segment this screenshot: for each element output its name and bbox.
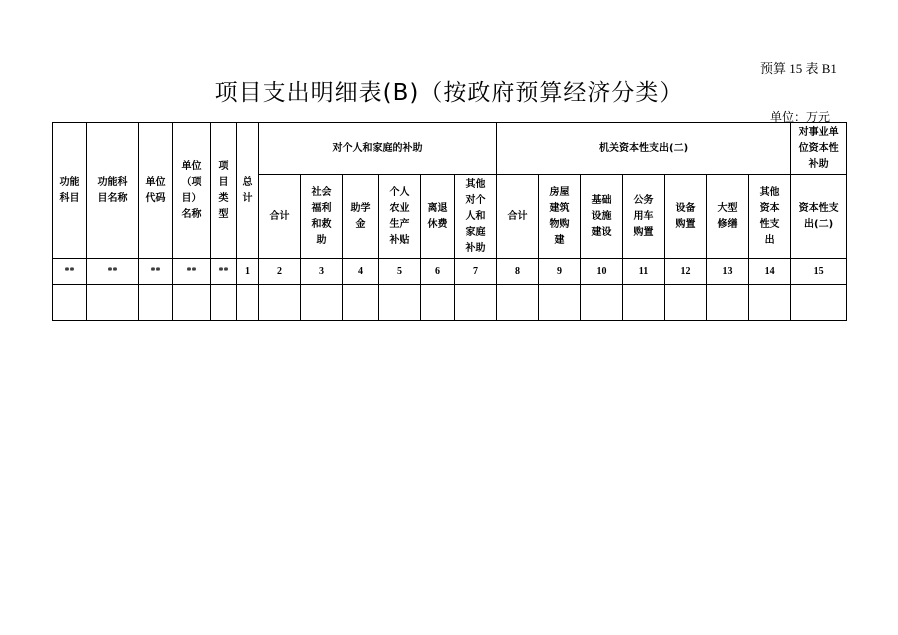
table-cell: 6 [421,259,455,285]
group-header-capital-expenditure: 机关资本性支出(二) [497,123,791,175]
col-header-retirement: 离退 休费 [421,175,455,259]
table-cell: 15 [791,259,847,285]
table-cell: 4 [343,259,379,285]
table-cell: ** [87,259,139,285]
table-cell: ** [211,259,237,285]
empty-cell [791,285,847,321]
unit-label: 单位：万元 [770,110,831,124]
col-header-social-welfare: 社会 福利 和救 助 [301,175,343,259]
col-header-equipment: 设备 购置 [665,175,707,259]
table-cell: 13 [707,259,749,285]
empty-cell [539,285,581,321]
col-header-other-capital: 其他 资本 性支 出 [749,175,791,259]
table-cell: 2 [259,259,301,285]
empty-cell [665,285,707,321]
col-header-total: 总 计 [237,123,259,259]
form-number: 预算 15 表 B1 [760,61,837,76]
col-header-other-household: 其他 对个 人和 家庭 补助 [455,175,497,259]
empty-cell [237,285,259,321]
empty-cell [87,285,139,321]
empty-cell [455,285,497,321]
col-header-function-subject-name: 功能科 目名称 [87,123,139,259]
col-header-major-repair: 大型 修缮 [707,175,749,259]
col-header-capital-expenditure-2: 资本性支 出(二) [791,175,847,259]
table-cell: 7 [455,259,497,285]
table-cell: 11 [623,259,665,285]
col-header-student-aid: 助学 金 [343,175,379,259]
empty-cell [421,285,455,321]
page-title: 项目支出明细表(B)（按政府预算经济分类） [214,80,684,106]
empty-data-row [53,285,847,321]
table-cell: 5 [379,259,421,285]
table-cell: ** [173,259,211,285]
empty-cell [343,285,379,321]
column-number-row [53,259,847,285]
col-header-g1-subtotal: 合计 [259,175,301,259]
empty-cell [259,285,301,321]
expenditure-table [52,122,847,321]
empty-cell [173,285,211,321]
col-header-g2-subtotal: 合计 [497,175,539,259]
group-header-household-subsidy: 对个人和家庭的补助 [259,123,497,175]
group-header-institution-capital-subsidy: 对事业单 位资本性 补助 [791,123,847,175]
table-cell: 1 [237,259,259,285]
col-header-unit-code: 单位 代码 [139,123,173,259]
header-row-1 [53,123,847,175]
col-header-function-subject: 功能 科目 [53,123,87,259]
col-header-unit-name: 单位 （项 目） 名称 [173,123,211,259]
empty-cell [749,285,791,321]
table-cell: 12 [665,259,707,285]
empty-cell [211,285,237,321]
table-cell: 3 [301,259,343,285]
col-header-project-type: 项 目 类 型 [211,123,237,259]
table-cell: 10 [581,259,623,285]
table-cell: 14 [749,259,791,285]
empty-cell [581,285,623,321]
empty-cell [707,285,749,321]
table-cell: ** [53,259,87,285]
empty-cell [379,285,421,321]
empty-cell [53,285,87,321]
table-cell: ** [139,259,173,285]
col-header-building-purchase: 房屋 建筑 物购 建 [539,175,581,259]
empty-cell [623,285,665,321]
col-header-infrastructure: 基础 设施 建设 [581,175,623,259]
empty-cell [139,285,173,321]
empty-cell [497,285,539,321]
col-header-official-vehicle: 公务 用车 购置 [623,175,665,259]
empty-cell [301,285,343,321]
col-header-farm-subsidy: 个人 农业 生产 补贴 [379,175,421,259]
table-cell: 8 [497,259,539,285]
table-cell: 9 [539,259,581,285]
